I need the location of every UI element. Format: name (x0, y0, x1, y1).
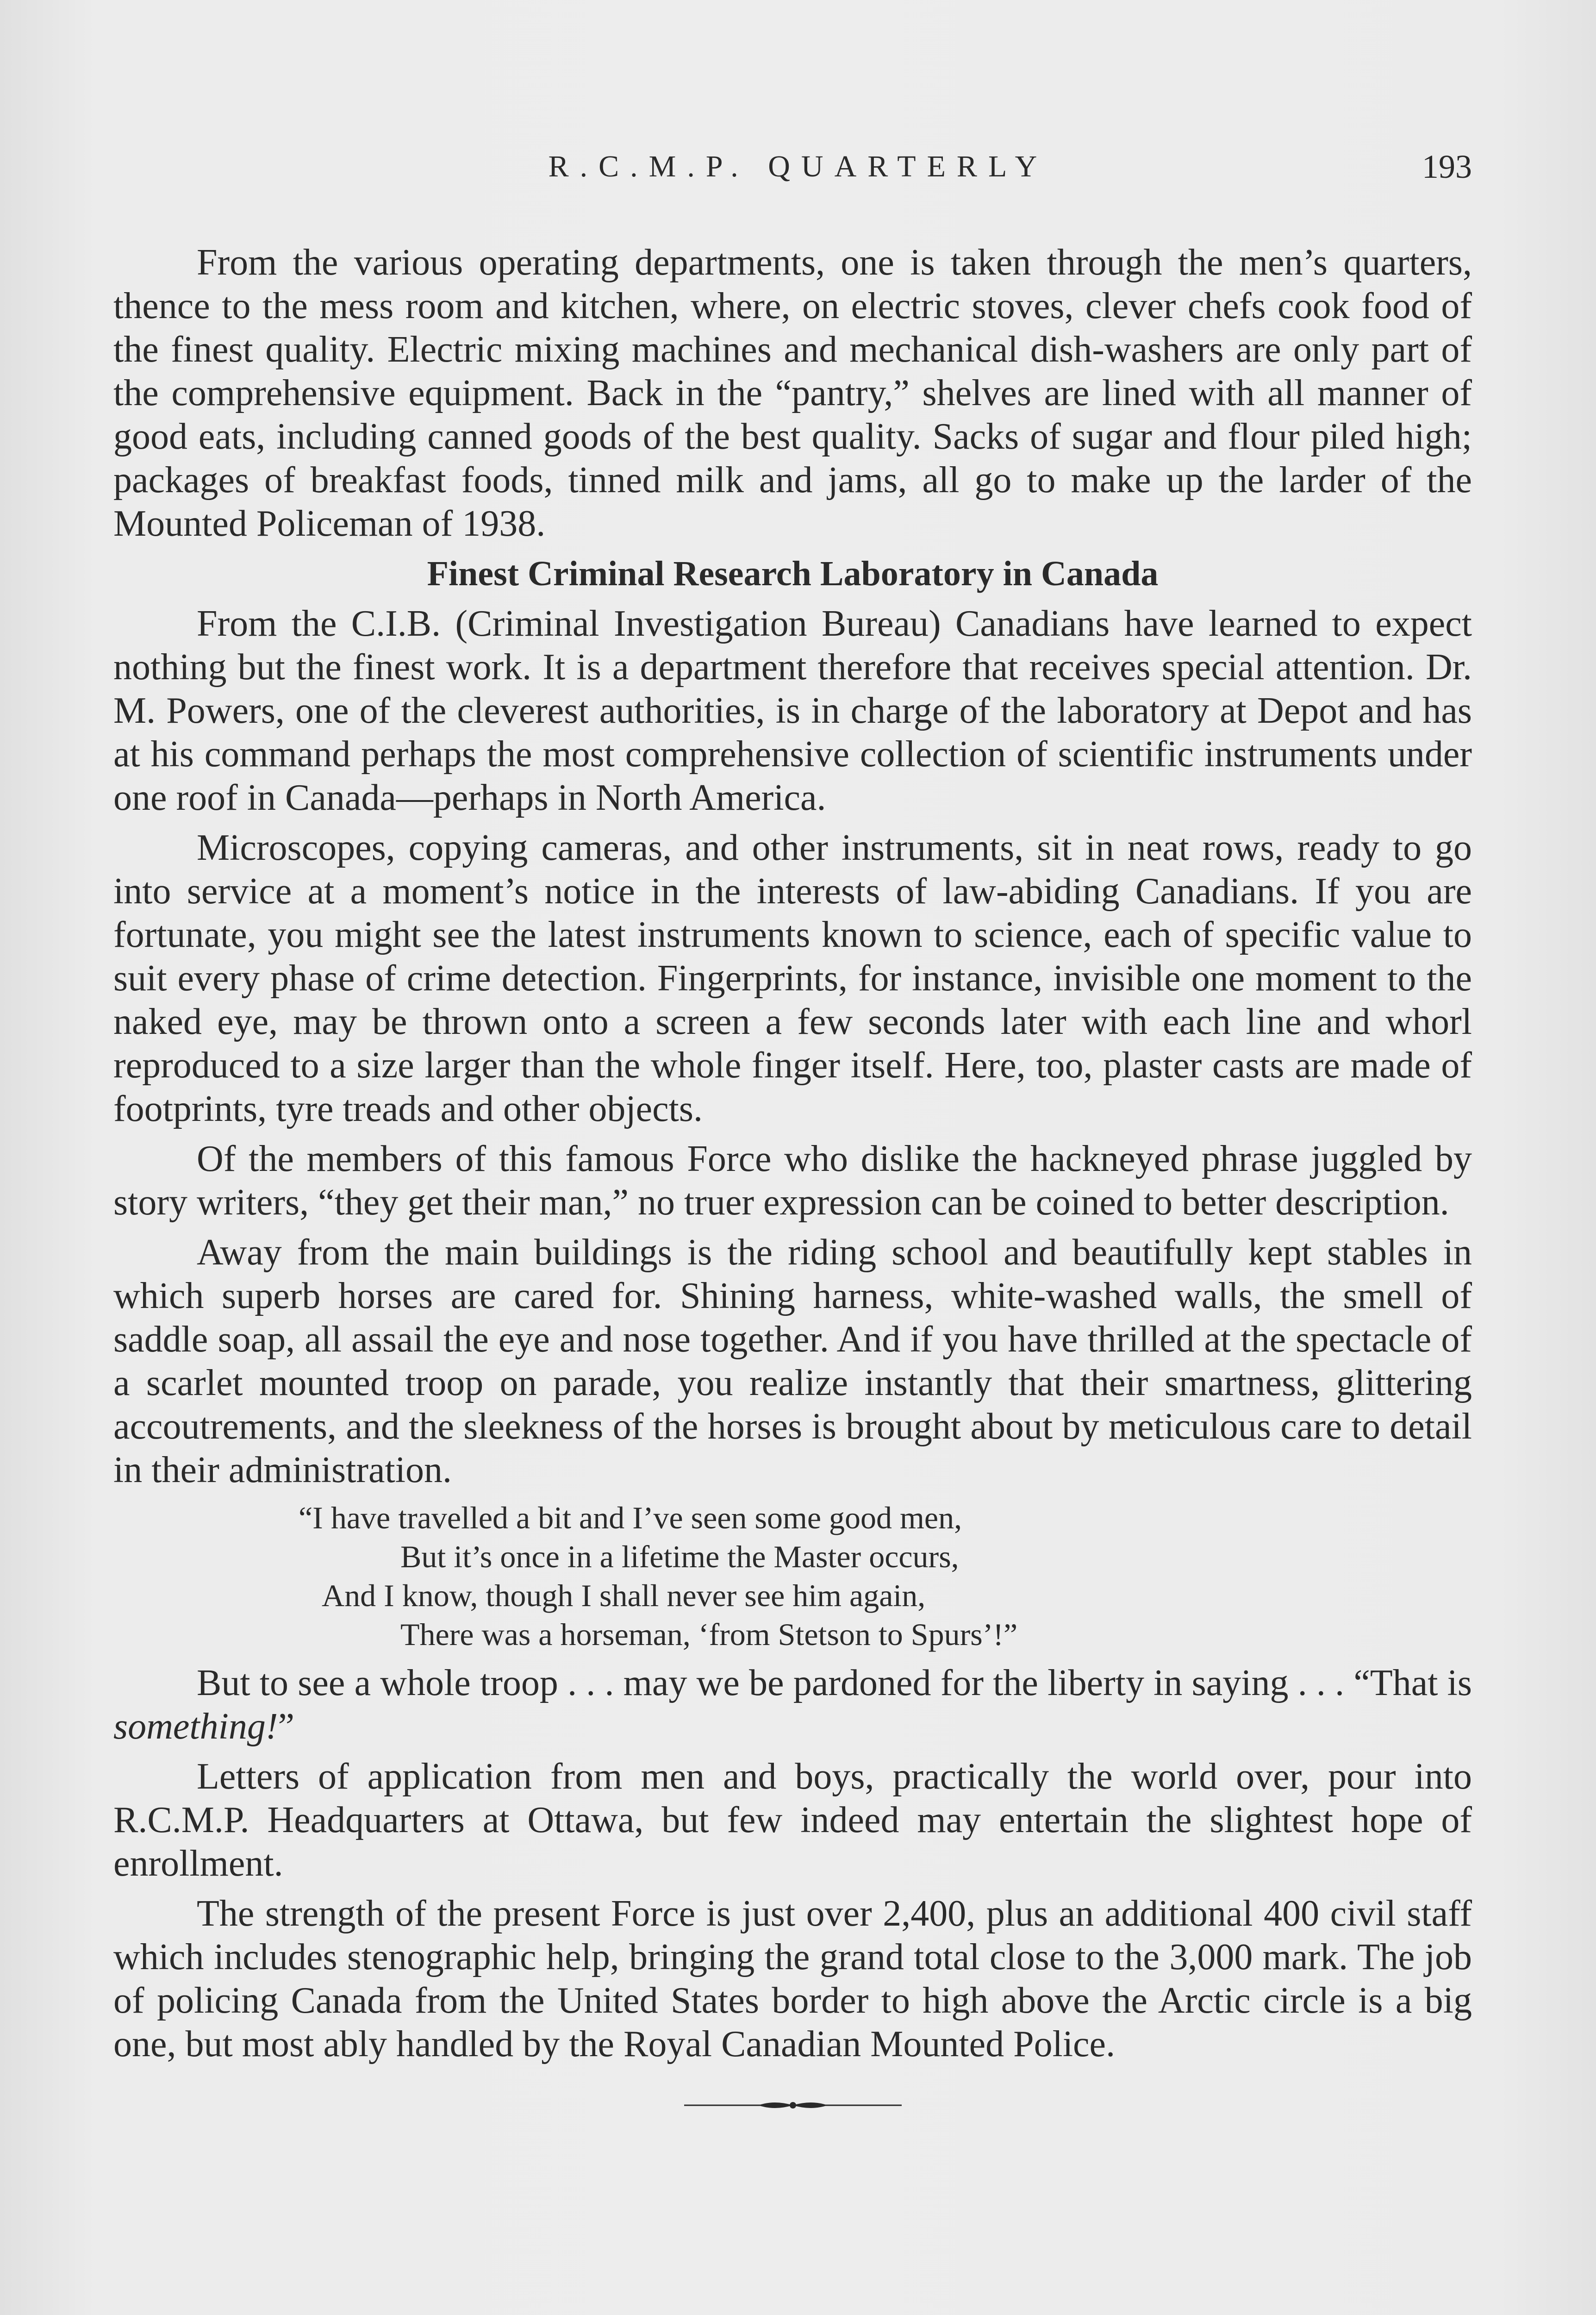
paragraph-cib: From the C.I.B. (Criminal Investigation Bureau) Canadians have learned to expect nothing but the finest work. It is a department therefore that receives special attention. Dr. M. Powers, one of the cleverest authorities, is in charge of the laboratory at Depot and has at his command perhaps the most comprehensive collection of scientific instruments under one roof in Canada—perhaps in North America. (113, 603, 1472, 818)
paragraph-kitchen: From the various operating departments, one is taken through the men’s quarters, thence to the mess room and kitchen, where, on electric stoves, clever chefs cook food of the finest quality. Electric mixing machines and mechanical dish-washers are only part of the comprehensive equipment. Back in the “pantry,” shelves are lined with all manner of good eats, including canned goods of the best quality. Sacks of sugar and flour piled high; packages of breakfast foods, tinned milk and jams, all go to make up the larder of the Mounted Policeman of 1938. (113, 242, 1472, 544)
article-body (113, 241, 1472, 2112)
end-ornament-icon (684, 2098, 902, 2112)
poem-quote (113, 1498, 1472, 1654)
paragraph-strength: The strength of the present Force is just over 2,400, plus an additional 400 civil staff which includes stenographic help, bringing the grand total close to the 3,000 mark. The job of policing Canada from the United States border to high above the Arctic circle is a big one, but most ably handled by the Royal Canadian Mounted Police. (113, 1893, 1472, 2065)
page-header (113, 144, 1472, 190)
running-title: R.C.M.P. QUARTERLY (548, 150, 1048, 183)
poem-line: “I have travelled a bit and I’ve seen some good men, (299, 1500, 962, 1535)
paragraph-they-get-their-man: Of the members of this famous Force who dislike the hackneyed phrase juggled by story writers, “they get their man,” no truer expression can be coined to better description. (113, 1139, 1472, 1223)
paragraph-applications: Letters of application from men and boys, practically the world over, pour into R.C.M.P. Headquarters at Ottawa, but few indeed may entertain the slightest hope of enrollment. (113, 1756, 1472, 1884)
emphasis-something: something! (113, 1706, 278, 1747)
page-number: 193 (1422, 148, 1472, 185)
paragraph-troop (113, 1661, 1472, 1748)
section-heading: Finest Criminal Research Laboratory in Canada (427, 554, 1159, 593)
poem-line: There was a horseman, ‘from Stetson to Spurs’!” (400, 1617, 1018, 1652)
paragraph-troop-close-quote: ” (278, 1706, 295, 1747)
paragraph-troop-text: But to see a whole troop . . . may we be pardoned for the liberty in saying . . . “That is (197, 1663, 1472, 1703)
paragraph-instruments: Microscopes, copying cameras, and other instruments, sit in neat rows, ready to go into service at a moment’s notice in the interests of law-abiding Canadians. If you are fortunate, you might see the latest instruments known to science, each of specific value to suit every phase of crime detection. Fingerprints, for instance, invisible one moment to the naked eye, may be thrown onto a screen a few seconds later with each line and whorl reproduced to a size larger than the whole finger itself. Here, too, plaster casts are made of footprints, tyre treads and other objects. (113, 827, 1472, 1129)
poem-line: And I know, though I shall never see him again, (322, 1578, 926, 1613)
poem-line: But it’s once in a lifetime the Master occurs, (400, 1539, 959, 1574)
paragraph-stables: Away from the main buildings is the riding school and beautifully kept stables in which superb horses are cared for. Shining harness, white-washed walls, the smell of saddle soap, all assail the eye and nose together. And if you have thrilled at the spectacle of a scarlet mounted troop on parade, you realize instantly that their smartness, glittering accoutrements, and the sleekness of the horses is brought about by meticulous care to detail in their administration. (113, 1232, 1472, 1490)
